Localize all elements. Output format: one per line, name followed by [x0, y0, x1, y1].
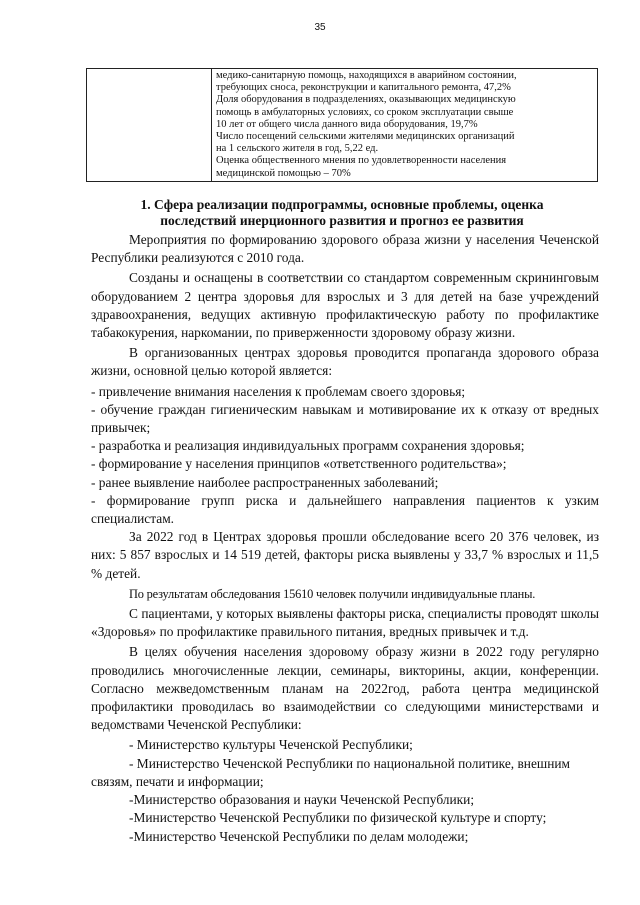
table-left-cell	[87, 69, 212, 182]
table-cell-line: Число посещений сельскими жителями медицинских организаций	[216, 131, 515, 143]
list-item: - Министерство культуры Чеченской Республики;	[129, 737, 413, 753]
page-number: 35	[314, 22, 326, 33]
paragraph: Созданы и оснащены в соответствии со стандартом современным скрининговым оборудованием 2 центра здоровья для взрослых и 3 для детей на базе учреждений здравоохранения, ведущих активную профилактическую работу по профилактике табакокурения, наркомании, по приверженности здоровому образу жизни.	[91, 270, 599, 341]
table-cell-line: помощь в амбулаторных условиях, со сроком эксплуатации свыше	[216, 106, 514, 118]
table-cell-line: медико-санитарную помощь, находящихся в аварийном состоянии,	[216, 70, 517, 81]
table-cell-line: Оценка общественного мнения по удовлетворенности населения	[216, 155, 507, 167]
section-heading-line: 1. Сфера реализации подпрограммы, основные проблемы, оценка	[140, 197, 544, 212]
table-row	[87, 69, 598, 182]
list-item: - разработка и реализация индивидуальных программ сохранения здоровья;	[91, 438, 525, 454]
list-item: - формирование групп риска и дальнейшего направления пациентов к узким специалистам.	[91, 492, 599, 527]
paragraph: В организованных центрах здоровья проводится пропаганда здорового образа жизни, основной целью которой является:	[91, 345, 599, 379]
table-cell-line: 10 лет от общего числа данного вида оборудования, 19,7%	[216, 118, 478, 130]
list-item: - Министерство Чеченской Республики по национальной политике, внешним связям, печати и информации;	[91, 755, 571, 789]
section-heading	[88, 197, 596, 229]
list-item: -Министерство Чеченской Республики по физической культуре и спорту;	[129, 810, 547, 826]
table-cell-line: требующих сноса, реконструкции и капитального ремонта, 47,2%	[216, 82, 511, 94]
indicators-table	[86, 68, 598, 182]
list-item: - ранее выявление наиболее распространенных заболеваний;	[91, 474, 439, 490]
section-heading-line: последствий инерционного развития и прогноз ее развития	[160, 213, 524, 228]
list-item: -Министерство образования и науки Чеченской Республики;	[129, 792, 475, 808]
table-right-cell	[212, 69, 598, 182]
list-item: -Министерство Чеченской Республики по делам молодежи;	[129, 828, 469, 844]
paragraph: В целях обучения населения здоровому образу жизни в 2022 году регулярно проводились многочисленные лекции, семинары, викторины, акции, конференции. Согласно межведомственным планам на 2022год, работа центра медицинской профилактики проводилась во взаимодействии со следующими министерствами и ведомствами Чеченской Республики:	[91, 644, 599, 733]
list-item: - обучение граждан гигиеническим навыкам и мотивирование их к отказу от вредных привычек;	[91, 401, 599, 436]
paragraph: За 2022 год в Центрах здоровья прошли обследование всего 20 376 человек, из них: 5 857 взрослых и 14 519 детей, факторы риска выявлены у 33,7 % взрослых и 11,5 % детей.	[91, 529, 599, 581]
table-cell-line: медицинской помощью – 70%	[216, 167, 351, 179]
table-cell-line: на 1 сельского жителя в год, 5,22 ед.	[216, 143, 379, 155]
paragraph: По результатам обследования 15610 человек получили индивидуальные планы.	[129, 586, 536, 601]
table-cell-line: Доля оборудования в подразделениях, оказывающих медицинскую	[216, 94, 516, 106]
paragraph: С пациентами, у которых выявлены факторы риска, специалисты проводят школы «Здоровья» по профилактике правильного питания, вредных привычек и т.д.	[91, 606, 599, 640]
paragraph: Мероприятия по формированию здорового образа жизни у населения Чеченской Республики реализуются с 2010 года.	[91, 232, 599, 266]
list-item: - привлечение внимания населения к проблемам своего здоровья;	[91, 383, 466, 399]
list-item: - формирование у населения принципов «ответственного родительства»;	[91, 456, 507, 472]
body-text	[91, 231, 599, 846]
